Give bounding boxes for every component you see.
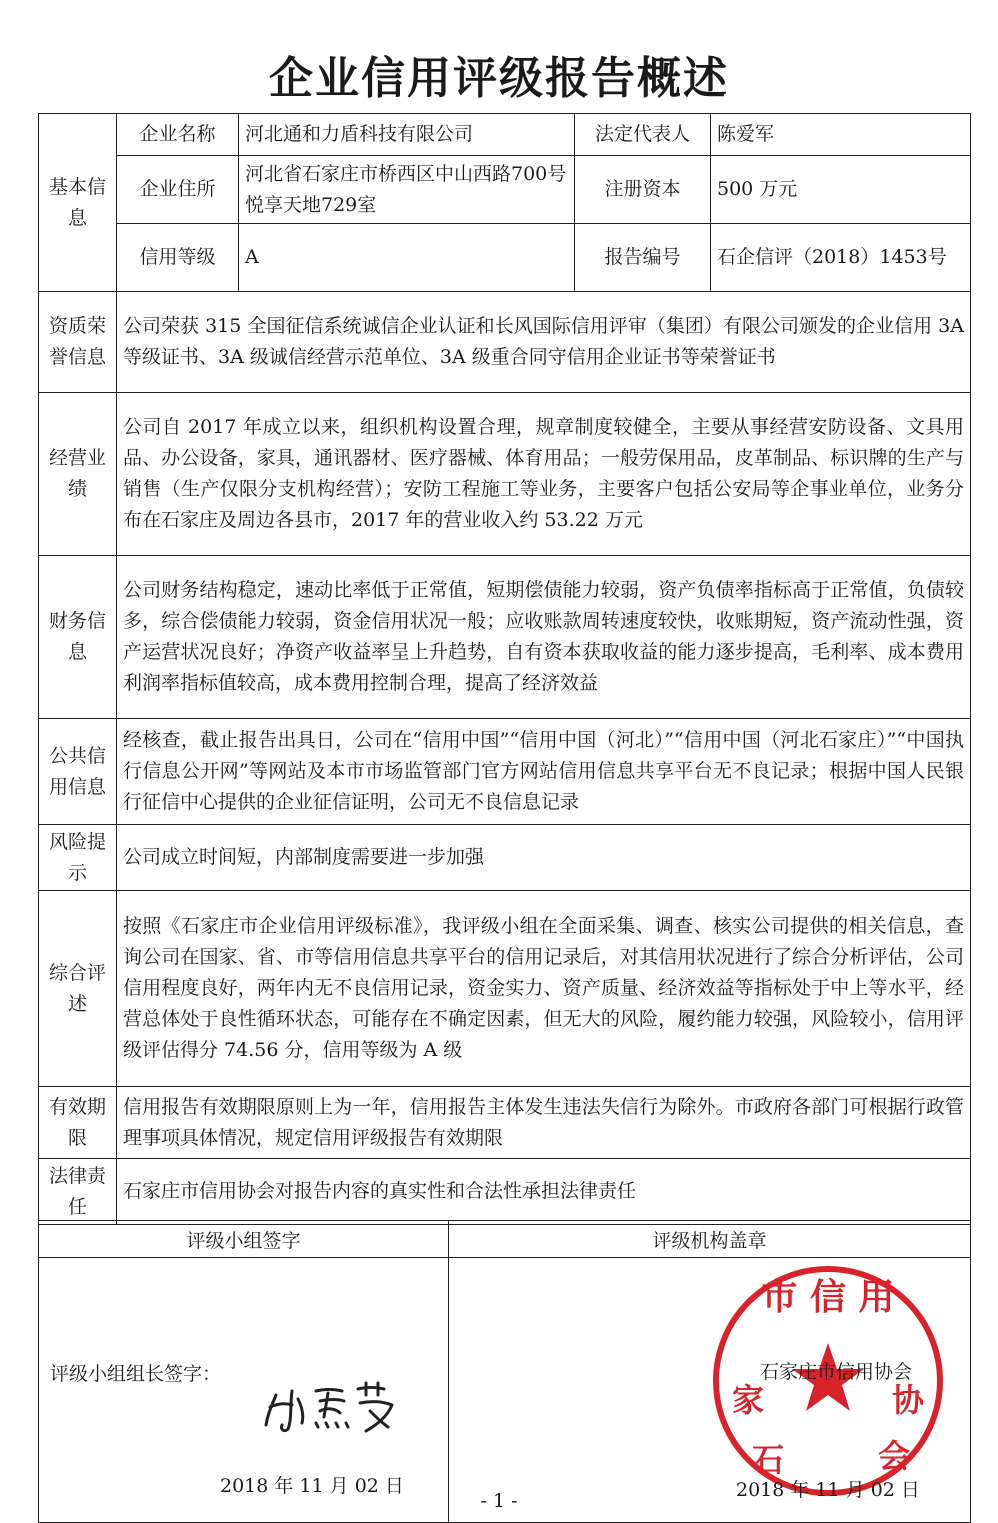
report-no-label: 报告编号: [575, 224, 711, 292]
team-signature-cell: [39, 1258, 449, 1523]
svg-text:家: 家: [731, 1381, 765, 1419]
company-name-label: 企业名称: [117, 114, 239, 156]
section-text: 公司财务结构稳定，速动比率低于正常值，短期偿债能力较弱，资产负债率指标高于正常值，负债较多，综合偿债能力较弱，资金信用状况一般；应收账款周转速度较快，收账期短，资产流动性强，资产运营状况良好；净资产收益率呈上升趋势，自有资本获取收益的能力逐步提高，毛利率、成本费用利润率指标值较高，成本费用控制合理，提高了经济效益: [117, 556, 971, 719]
leader-signature-label: 评级小组组长签字：: [50, 1363, 222, 1385]
report-no-value: 石企信评（2018）1453号: [711, 224, 971, 292]
section-label: 财务信息: [39, 556, 117, 719]
org-seal-cell: [449, 1258, 971, 1523]
team-sign-date: 2018 年 11 月 02 日: [220, 1475, 404, 1497]
legal-rep-value: 陈爱军: [711, 114, 971, 156]
company-name-value: 河北通和力盾科技有限公司: [239, 114, 575, 156]
address-value: 河北省石家庄市桥西区中山西路700号悦享天地729室: [239, 156, 575, 224]
rating-label: 信用等级: [117, 224, 239, 292]
section-text: 经核查，截止报告出具日，公司在“信用中国”“信用中国（河北）”“信用中国（河北石家庄）”“中国执行信息公开网”等网站及本市市场监管部门官方网站信用信息共享平台无不良记录；根据中国人民银行征信中心提供的企业征信证明，公司无不良信息记录: [117, 719, 971, 825]
page-title: 企业信用评级报告概述: [269, 53, 729, 104]
legal-rep-label: 法定代表人: [575, 114, 711, 156]
section-label: 综合评述: [39, 891, 117, 1087]
handwritten-signature: [262, 1377, 412, 1442]
section-label: 风险提示: [39, 825, 117, 891]
org-seal-date: 2018 年 11 月 02 日: [736, 1479, 920, 1501]
section-text: 按照《石家庄市企业信用评级标准》，我评级小组在全面采集、调查、核实公司提供的相关信息，查询公司在国家、省、市等信用信息共享平台的信用记录后，对其信用状况进行了综合分析评估，公司信用程度良好，两年内无不良信用记录，资金实力、资产质量、经济效益等指标处于中上等水平，经营总体处于良性循环状态，可能存在不确定因素，但无大的风险，履约能力较强，风险较小，信用评级评估得分 74.56 分，信用等级为 A 级: [117, 891, 971, 1087]
signature-table: [38, 1220, 971, 1523]
org-name: 石家庄市信用协会: [760, 1361, 913, 1383]
section-text: 公司自 2017 年成立以来，组织机构设置合理，规章制度较健全，主要从事经营安防设备、文具用品、办公设备，家具，通讯器材、医疗器械、体育用品；一般劳保用品，皮革制品、标识牌的生产与销售（生产仅限分支机构经营）；安防工程施工等业务，主要客户包括公安局等企事业单位，业务分布在石家庄及周边各县市，2017 年的营业收入约 53.22 万元: [117, 393, 971, 556]
org-seal-header: 评级机构盖章: [449, 1221, 971, 1258]
report-table: [38, 113, 971, 1225]
section-text: 石家庄市信用协会对报告内容的真实性和合法性承担法律责任: [117, 1159, 971, 1225]
section-text: 公司荣获 315 全国征信系统诚信企业认证和长风国际信用评审（集团）有限公司颁发的企业信用 3A 等级证书、3A 级诚信经营示范单位、3A 级重合同守信用企业证书等荣誉证书: [117, 292, 971, 393]
rating-value: A: [239, 224, 575, 292]
svg-text:市 信 用: 市 信 用: [761, 1277, 895, 1318]
section-label: 公共信用信息: [39, 719, 117, 825]
capital-label: 注册资本: [575, 156, 711, 224]
section-text: 公司成立时间短，内部制度需要进一步加强: [117, 825, 971, 891]
basic-info-label: 基本信息: [39, 114, 117, 292]
section-label: 法律责任: [39, 1159, 117, 1225]
team-signature-header: 评级小组签字: [39, 1221, 449, 1258]
capital-value: 500 万元: [711, 156, 971, 224]
section-label: 有效期限: [39, 1087, 117, 1159]
section-label: 经营业绩: [39, 393, 117, 556]
address-label: 企业住所: [117, 156, 239, 224]
svg-text:协: 协: [891, 1381, 925, 1419]
page-number: - 1 -: [480, 1490, 518, 1512]
section-label: 资质荣誉信息: [39, 292, 117, 393]
section-text: 信用报告有效期限原则上为一年，信用报告主体发生违法失信行为除外。市政府各部门可根据行政管理事项具体情况，规定信用评级报告有效期限: [117, 1087, 971, 1159]
svg-text:石: 石: [751, 1441, 785, 1479]
svg-text:会: 会: [877, 1437, 911, 1475]
